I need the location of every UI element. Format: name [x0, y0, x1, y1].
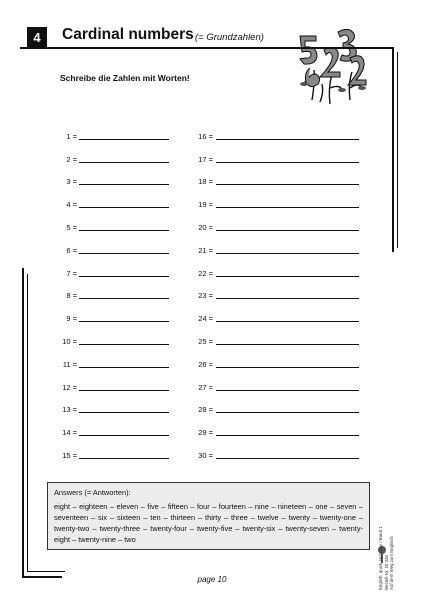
exercise-row [50, 346, 169, 369]
exercise-row [186, 186, 359, 209]
answers-list: eight – eighteen – eleven – five – fifteen – four – fourteen – nine – nineteen – one – seven – seventeen – six – sixteen – ten – thirteen – thirty – three – twelve – twenty – twenty-one – twenty-two – twenty-three – twenty-four – twenty-five – twenty-six – twenty-seven – twenty-eight – twenty-nine – two [54, 502, 363, 544]
answer-blank-line[interactable] [216, 458, 359, 459]
exercise-row [50, 209, 169, 232]
answer-blank-line[interactable] [216, 321, 359, 322]
side-line-series: Auf dem Weg zum Englisch [389, 536, 395, 590]
number-label: 3 = [66, 177, 77, 187]
exercise-row [50, 141, 169, 164]
exercise-row [186, 392, 359, 415]
side-line-book: English: quick and easy / Band 1 [378, 526, 383, 590]
publisher-side-text [378, 410, 395, 590]
answer-blank-line[interactable] [216, 344, 359, 345]
answer-blank-line[interactable] [216, 139, 359, 140]
answer-blank-line[interactable] [79, 276, 169, 277]
number-label: 28 = [198, 405, 213, 415]
exercise-row [50, 369, 169, 392]
exercise-row [186, 369, 359, 392]
exercise-row [186, 232, 359, 255]
answer-blank-line[interactable] [79, 139, 169, 140]
exercise-row [50, 186, 169, 209]
answer-blank-line[interactable] [79, 458, 169, 459]
number-label: 6 = [66, 245, 77, 255]
answer-blank-line[interactable] [216, 367, 359, 368]
answer-blank-line[interactable] [79, 321, 169, 322]
number-label: 19 = [198, 200, 213, 210]
answer-blank-line[interactable] [216, 298, 359, 299]
number-label: 5 = [66, 222, 77, 232]
number-label: 29 = [198, 428, 213, 438]
number-label: 13 = [62, 405, 77, 415]
page-title: Cardinal numbers [62, 26, 194, 43]
answer-blank-line[interactable] [79, 412, 169, 413]
number-label: 25 = [198, 336, 213, 346]
answer-blank-line[interactable] [79, 207, 169, 208]
exercise-row [50, 255, 169, 278]
answer-blank-line[interactable] [79, 298, 169, 299]
answer-blank-line[interactable] [79, 344, 169, 345]
number-label: 23 = [198, 291, 213, 301]
number-label: 4 = [66, 200, 77, 210]
frame-right-inner-rule [397, 52, 398, 248]
answer-blank-line[interactable] [79, 162, 169, 163]
number-label: 12 = [62, 382, 77, 392]
number-label: 10 = [62, 336, 77, 346]
exercise-row [186, 141, 359, 164]
answers-box [47, 482, 370, 550]
number-label: 26 = [198, 359, 213, 369]
number-label: 20 = [198, 222, 213, 232]
number-label: 24 = [198, 314, 213, 324]
exercise-row [50, 278, 169, 301]
exercise-row [50, 300, 169, 323]
answers-heading: Answers (= Antworten): [54, 488, 131, 497]
number-label: 11 = [62, 359, 77, 369]
answer-blank-line[interactable] [216, 412, 359, 413]
number-label: 15 = [62, 450, 77, 460]
exercise-row [186, 414, 359, 437]
answer-blank-line[interactable] [216, 435, 359, 436]
exercise-row [186, 209, 359, 232]
exercise-row [50, 323, 169, 346]
answer-blank-line[interactable] [216, 390, 359, 391]
page-number: page 10 [197, 575, 227, 584]
exercise-row [50, 164, 169, 187]
exercise-row [50, 437, 169, 460]
side-line-order-number: Bestell-Nr. 10 335 [383, 555, 389, 590]
number-label: 14 = [62, 428, 77, 438]
exercise-row [186, 278, 359, 301]
exercise-row [186, 164, 359, 187]
exercise-column-right [186, 118, 359, 460]
exercise-row [50, 118, 169, 141]
number-label: 8 = [66, 291, 77, 301]
frame-bottom-inner-rule [27, 571, 65, 572]
answer-blank-line[interactable] [79, 435, 169, 436]
number-label: 1 = [66, 131, 77, 141]
exercise-row [50, 392, 169, 415]
exercise-row [186, 300, 359, 323]
page-subtitle: (= Grundzahlen) [195, 32, 264, 43]
numbers-plant-illustration [290, 22, 370, 107]
answer-blank-line[interactable] [216, 162, 359, 163]
number-label: 27 = [198, 382, 213, 392]
number-label: 30 = [198, 450, 213, 460]
frame-top-rule [20, 47, 394, 49]
answer-blank-line[interactable] [79, 230, 169, 231]
answer-blank-line[interactable] [79, 390, 169, 391]
answer-blank-line[interactable] [216, 253, 359, 254]
answer-blank-line[interactable] [216, 230, 359, 231]
number-label: 7 = [66, 268, 77, 278]
exercise-column-left [50, 118, 169, 460]
number-label: 17 = [198, 154, 213, 164]
number-label: 16 = [198, 131, 213, 141]
answer-blank-line[interactable] [216, 207, 359, 208]
answer-blank-line[interactable] [216, 276, 359, 277]
number-label: 2 = [66, 154, 77, 164]
exercise-row [50, 414, 169, 437]
number-label: 22 = [198, 268, 213, 278]
answer-blank-line[interactable] [216, 184, 359, 185]
instruction: Schreibe die Zahlen mit Worten! [60, 73, 190, 83]
answer-blank-line[interactable] [79, 367, 169, 368]
exercise-row [186, 346, 359, 369]
frame-left-inner-rule [27, 274, 28, 572]
answer-blank-line[interactable] [79, 184, 169, 185]
exercise-row [186, 255, 359, 278]
number-label: 18 = [198, 177, 213, 187]
frame-right-rule [392, 47, 394, 252]
number-label: 9 = [66, 314, 77, 324]
exercise-row [186, 118, 359, 141]
exercise-row [50, 232, 169, 255]
frame-left-rule [22, 268, 24, 578]
exercise-row [186, 323, 359, 346]
exercise-row [186, 437, 359, 460]
worksheet-number-badge: 4 [27, 27, 47, 47]
answer-blank-line[interactable] [79, 253, 169, 254]
number-label: 21 = [198, 245, 213, 255]
